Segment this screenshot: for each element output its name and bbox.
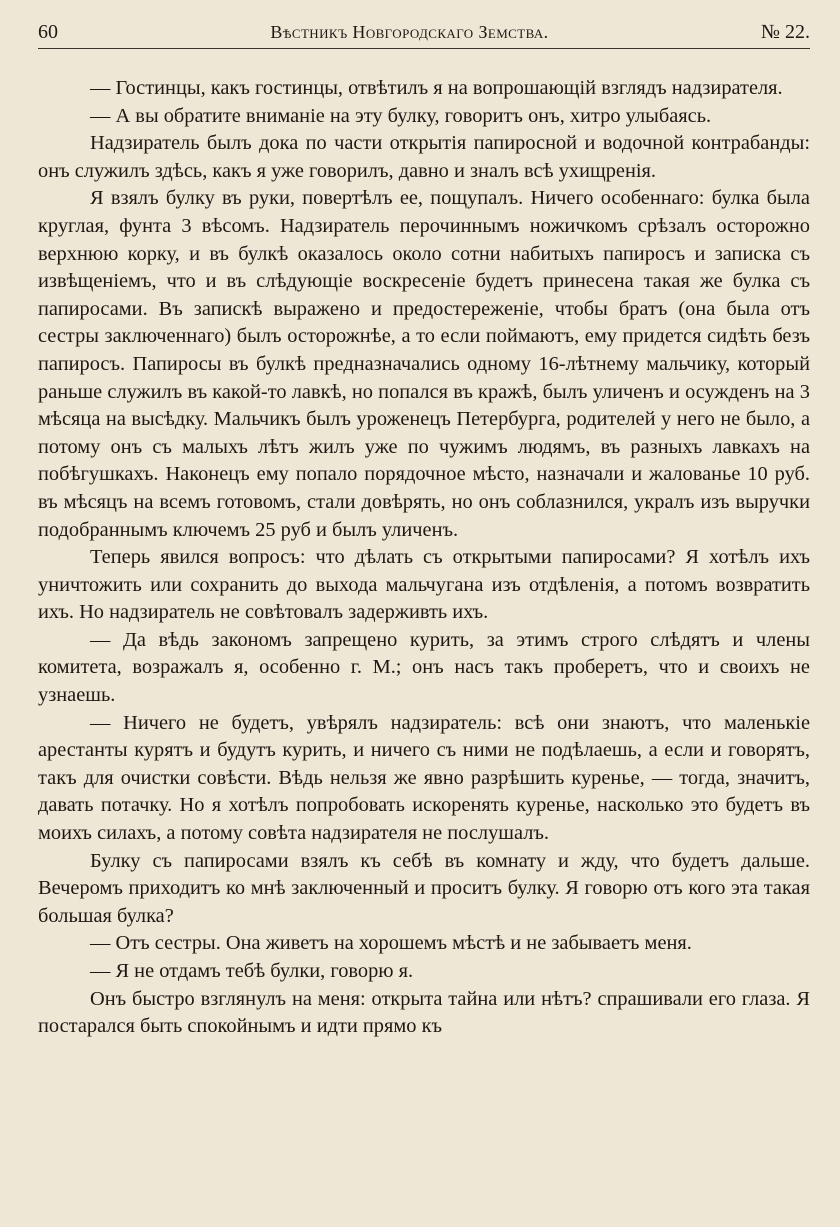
paragraph: — Гостинцы, какъ гостинцы, отвѣтилъ я на вопрошающій взглядъ надзирателя.	[90, 77, 783, 99]
paragraph: — Ничего не будетъ, увѣрялъ надзиратель: всѣ они знаютъ, что маленькіе арестанты курятъ и будутъ курить, и ничего съ ними не подѣлаешь, а если и говорятъ, такъ для очистки совѣсти. Вѣдь нельзя же явно разрѣшить куренье, — тогда, значитъ, давать потачку. Но я хотѣлъ попробовать искоренять куренье, насколько это будетъ въ моихъ силахъ, а потому совѣта надзирателя не послушалъ.	[38, 711, 810, 845]
paragraph: Теперь явился вопросъ: что дѣлать съ открытыми папиросами? Я хотѣлъ ихъ уничтожить или сохранить до выхода мальчугана изъ отдѣленія, а потомъ возвратить ихъ. Но надзиратель не совѣтовалъ задерживть ихъ.	[38, 546, 810, 624]
page-number: 60	[38, 21, 58, 43]
journal-title: Вѣстникъ Новгородскаго Земства.	[270, 22, 549, 42]
article-body	[38, 75, 810, 1041]
paragraph: — Я не отдамъ тебѣ булки, говорю я.	[90, 960, 414, 982]
paragraph: Онъ быстро взглянулъ на меня: открыта тайна или нѣтъ? спрашивали его глаза. Я постарался быть спокойнымъ и идти прямо къ	[38, 987, 810, 1038]
page-header	[38, 18, 810, 49]
paragraph: — А вы обратите вниманіе на эту булку, говоритъ онъ, хитро улыбаясь.	[90, 104, 712, 127]
paragraph: Надзиратель былъ дока по части открытія папиросной и водочной контрабанды: онъ служилъ здѣсь, какъ я уже говорилъ, давно и зналъ всѣ ухищренія.	[38, 132, 810, 182]
paragraph: — Да вѣдь закономъ запрещено курить, за этимъ строго слѣдятъ и члены комитета, возражалъ я, особенно г. М.; онъ насъ такъ проберетъ, что и своихъ не узнаешь.	[38, 628, 810, 707]
paragraph: Булку съ папиросами взялъ къ себѣ въ комнату и жду, что будетъ дальше. Вечеромъ приходитъ ко мнѣ заключенный и проситъ булку. Я говорю отъ кого эта такая большая булка?	[38, 849, 810, 927]
paragraph: — Отъ сестры. Она живетъ на хорошемъ мѣстѣ и не забываетъ меня.	[90, 932, 692, 955]
paragraph: Я взялъ булку въ руки, повертѣлъ ее, пощупалъ. Ничего особеннаго: булка была круглая, фунта 3 вѣсомъ. Надзиратель перочиннымъ ножичкомъ срѣзалъ осторожно верхнюю корку, и въ булкѣ оказалось около сотни набитыхъ папиросъ и записка съ извѣщеніемъ, что и въ слѣдующіе воскресеніе будетъ принесена такая же булка съ папиросами. Въ запискѣ выражено и предостереженіе, чтобы братъ (она была отъ сестры заключеннаго) былъ осторожнѣе, а то если поймаютъ, ему придется сидѣть безъ папиросъ. Папиросы въ булкѣ предназначались одному 16-лѣтнему мальчику, который раньше служилъ въ какой-то лавкѣ, но попался въ кражѣ, былъ уличенъ и осужденъ на 3 мѣсяца на высѣдку. Мальчикъ былъ уроженецъ Петербурга, родителей у него не было, а потому онъ съ малыхъ лѣтъ жилъ уже по чужимъ людямъ, въ разныхъ лавкахъ на побѣгушкахъ. Наконецъ ему попало порядочное мѣсто, назначали и жалованье 10 руб. въ мѣсяцъ на всемъ готовомъ, стали довѣрять, но онъ соблазнился, укралъ изъ выручки подобраннымъ ключемъ 25 руб и былъ уличенъ.	[38, 187, 810, 541]
issue-number: № 22.	[760, 21, 810, 43]
